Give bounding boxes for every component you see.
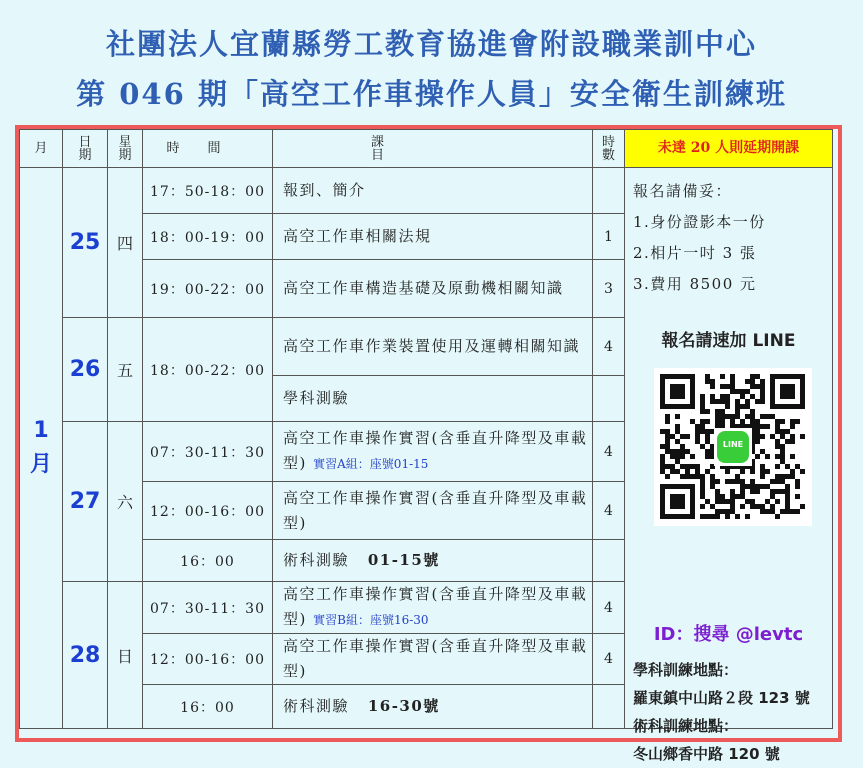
header-course: 課目: [273, 130, 593, 168]
line-id: ID：搜尋 @levtc: [653, 624, 804, 645]
date-28: 28: [63, 582, 108, 729]
table-row: 16：00 術科測驗 16-30號: [20, 685, 833, 729]
header-date: 日 期: [63, 130, 108, 168]
schedule-table: [19, 129, 833, 763]
table-row: 26 五 18：00-22：00 高空工作車作業裝置使用及運轉相關知識 4: [20, 318, 833, 376]
table-row: 16：00 術科測驗 01-15號: [20, 540, 833, 582]
table-row: 19：00-22：00 高空工作車構造基礎及原動機相關知識 3: [20, 260, 833, 318]
practical-location-label: 術科訓練地點：: [633, 717, 739, 735]
month-cell: 1 月: [20, 168, 63, 729]
line-qr-code-icon[interactable]: [654, 368, 812, 526]
header-weekday: 星 期: [108, 130, 143, 168]
side-panel: [625, 168, 833, 763]
date-25: 25: [63, 168, 108, 318]
weekday-sun: 日: [108, 582, 143, 729]
registration-info: 報名請備妥： 1.身份證影本一份 2.相片一吋 3 張 3.費用 8500 元: [633, 182, 766, 293]
weekday-fri: 五: [108, 318, 143, 422]
header-time: 時間: [143, 130, 273, 168]
line-title: 報名請速加 LINE: [661, 331, 796, 351]
academic-location-address: 羅東鎮中山路２段 123 號: [633, 689, 810, 707]
weekday-thu: 四: [108, 168, 143, 318]
title-line-1: 社團法人宜蘭縣勞工教育協進會附設職業訓中心: [105, 27, 757, 61]
table-row: 18：00-19：00 高空工作車相關法規 1: [20, 214, 833, 260]
header-month: 月: [20, 130, 63, 168]
title-line-2: 第 046 期「高空工作車操作人員」安全衛生訓練班: [76, 77, 787, 111]
practical-location-address: 冬山鄉香中路 120 號: [633, 745, 780, 763]
date-27: 27: [63, 422, 108, 582]
table-row: 12：00-16：00 高空工作車操作實習(含垂直升降型及車載型) 4: [20, 634, 833, 685]
weekday-sat: 六: [108, 422, 143, 582]
date-26: 26: [63, 318, 108, 422]
table-row: 27 六 07：30-11：30 高空工作車操作實習(含垂直升降型及車載型) 實習A組：座號01-15 4: [20, 422, 833, 482]
header-hours: 時 數: [593, 130, 625, 168]
table-row: 1 月 25 四 17：50-18：00 報到、簡介 報名請備妥： 1.身份證影本一份 2.相片一吋 3 張 3.費用 8500 元 報名請速加 LINE LINE ID：搜尋 @levtc 學科訓練地點： 羅東鎮中山路２段 123 號 術科訓練地點： 冬山鄉香中路 120 號: [20, 168, 833, 214]
table-row: 12：00-16：00 高空工作車操作實習(含垂直升降型及車載型) 4: [20, 482, 833, 540]
header-row: [20, 130, 833, 168]
table-row: 28 日 07：30-11：30 高空工作車操作實習(含垂直升降型及車載型) 實習B組：座號16-30 4: [20, 582, 833, 634]
line-logo-text: LINE: [722, 440, 744, 449]
notice-banner: 未達 20 人則延期開課: [625, 130, 833, 168]
academic-location-label: 學科訓練地點：: [633, 661, 739, 679]
table-row: 學科測驗: [20, 376, 833, 422]
